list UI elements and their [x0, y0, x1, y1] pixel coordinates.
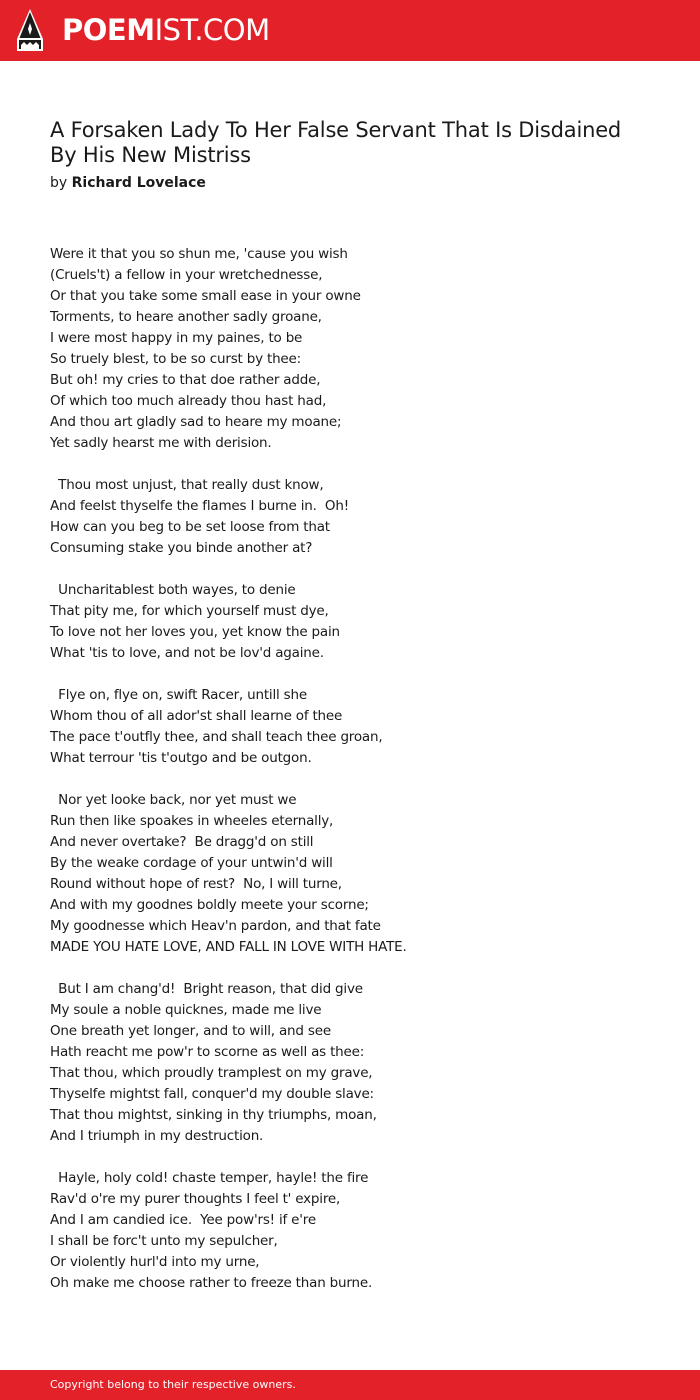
- by-label: by: [50, 175, 68, 191]
- site-footer: [0, 1370, 700, 1400]
- poem-body: Were it that you so shun me, 'cause you wish (Cruels't) a fellow in your wretchednesse, Or that you take some small ease in your owne Torments, to heare another sadly groane, I were most happy in my paines, to be So truely blest, to be so curst by thee: But oh! my cries to that doe rather adde, Of which too much already thou hast had, And thou art gladly sad to heare my moane; Yet sadly hearst me with derision. Thou most unjust, that really dust know, And feelst thyselfe the flames I burne in. Oh! How can you beg to be set loose from that Consuming stake you binde another at? Uncharitablest both wayes, to denie That pity me, for which yourself must dye, To love not her loves you, yet know the pain What 'tis to love, and not be lov'd againe. Flye on, flye on, swift Racer, untill she Whom thou of all ador'st shall learne of thee The pace t'outfly thee, and shall teach thee groan, What terrour 'tis t'outgo and be outgon. Nor yet looke back, nor yet must we Run then like spoakes in wheeles eternally, And never overtake? Be dragg'd on still By the weake cordage of your untwin'd will Round without hope of rest? No, I will turne, And with my goodnes boldly meete your scorne; My goodnesse which Heav'n pardon, and that fate MADE YOU HATE LOVE, AND FALL IN LOVE WITH HATE. But I am chang'd! Bright reason, that did give My soule a noble quicknes, made me live One breath yet longer, and to will, and see Hath reacht me pow'r to scorne as well as thee: That thou, which proudly tramplest on my grave, Thyselfe mightst fall, conquer'd my double slave: That thou mightst, sinking in thy triumphs, moan, And I triumph in my destruction. Hayle, holy cold! chaste temper, hayle! the fire Rav'd o're my purer thoughts I feel t' expire, And I am candied ice. Yee pow'rs! if e're I shall be forc't unto my sepulcher, Or violently hurl'd into my urne, Oh make me choose rather to freeze than burne.: [50, 246, 407, 1291]
- author-name: Richard Lovelace: [71, 175, 206, 191]
- site-header: [0, 0, 700, 61]
- byline: [50, 173, 206, 193]
- logo-bold-text: POEM: [62, 13, 155, 47]
- copyright-notice: Copyright belong to their respective owners.: [50, 1378, 296, 1391]
- site-logo[interactable]: [62, 12, 270, 48]
- logo-light-text: IST.COM: [154, 13, 270, 47]
- poem-title: A Forsaken Lady To Her False Servant That Is Disdained By His New Mistriss: [50, 118, 622, 167]
- pen-nib-icon[interactable]: [17, 9, 43, 51]
